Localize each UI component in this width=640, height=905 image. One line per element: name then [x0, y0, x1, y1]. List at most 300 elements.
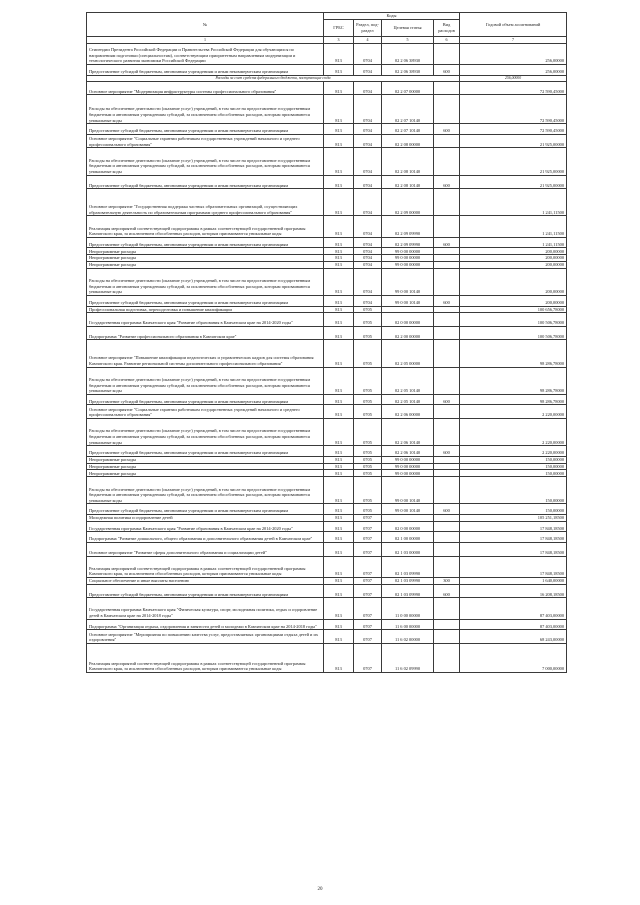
table-row [87, 619, 567, 630]
row-kind [434, 598, 460, 619]
table-row [87, 630, 567, 644]
row-amount: 2 220,00000 [460, 419, 567, 446]
row-kind: 600 [434, 237, 460, 248]
row-amount: 87 403,00000 [460, 619, 567, 630]
row-section: 0704 [354, 268, 382, 295]
row-grbs: 813 [324, 470, 354, 477]
row-section: 0707 [354, 532, 382, 543]
row-target: 99 0 00 00000 [382, 255, 434, 262]
row-kind [434, 189, 460, 216]
row-name: Стипендии Президента Российской Федерации и Правительства Российской Федерации для обучающихся по направлениям подготовки (специальностям), соответствующим приоритетным направлениям модернизации и технологического развития экономики Российской Федерации [87, 43, 324, 64]
row-grbs: 813 [324, 189, 354, 216]
page-number: 20 [317, 887, 323, 892]
row-name: Подпрограмма "Развитие профессионального образования в Камчатском крае" [87, 326, 324, 340]
row-section: 0707 [354, 514, 382, 521]
header-number: 5 [382, 36, 434, 43]
row-amount: 105 251,18500 [460, 514, 567, 521]
row-target: 99 0 00 10140 [382, 268, 434, 295]
row-section: 0704 [354, 216, 382, 237]
row-kind [434, 148, 460, 175]
row-section: 0707 [354, 584, 382, 598]
row-name: Реализация мероприятий соответствующей подпрограммы в рамках соответствующей государственной программы Камчатского края, за исключением обособленных расходов, которым присваиваются уникальные коды [87, 216, 324, 237]
table-row [87, 367, 567, 394]
row-amount: 21 925,00000 [460, 148, 567, 175]
row-kind [434, 268, 460, 295]
row-kind [434, 95, 460, 124]
table-row [87, 405, 567, 419]
row-grbs: 813 [324, 514, 354, 521]
row-kind [434, 630, 460, 644]
row-target: 02 1 03 09990 [382, 577, 434, 584]
row-grbs: 813 [324, 306, 354, 313]
row-amount: 7 000,00000 [460, 643, 567, 672]
row-amount: 17 848,18500 [460, 543, 567, 557]
row-kind: 600 [434, 584, 460, 598]
row-name: Непрограммные расходы [87, 463, 324, 470]
row-grbs: 813 [324, 268, 354, 295]
row-name: Непрограммные расходы [87, 456, 324, 463]
table-row [87, 456, 567, 463]
row-section: 0707 [354, 543, 382, 557]
row-kind: 600 [434, 175, 460, 189]
row-kind [434, 419, 460, 446]
row-section: 0704 [354, 148, 382, 175]
row-name: Расходы на обеспечение деятельности (оказание услуг) учреждений, в том числе на предоставление государственным бюджетным и автономным учреждениям субсидий, за исключением обособленных расходов, которым присваиваются уникальные коды [87, 268, 324, 295]
row-kind: 600 [434, 64, 460, 75]
table-row [87, 643, 567, 672]
row-name: Расходы на обеспечение деятельности (оказание услуг) учреждений, в том числе на предоставление государственным бюджетным и автономным учреждениям субсидий, за исключением обособленных расходов, которым присваиваются уникальные коды [87, 95, 324, 124]
row-section: 0705 [354, 367, 382, 394]
row-section: 0704 [354, 261, 382, 268]
row-target: 02 2 09 09990 [382, 237, 434, 248]
row-target: 02 2 06 38930 [382, 43, 434, 64]
row-target: 02 1 00 00000 [382, 532, 434, 543]
row-amount: 100 506,78000 [460, 326, 567, 340]
row-name: Непрограммные расходы [87, 261, 324, 268]
row-name: Предоставление субсидий бюджетным, автономным учреждениям и иным некоммерческим организациям [87, 446, 324, 457]
row-section: 0704 [354, 189, 382, 216]
row-amount: 68 243,00000 [460, 630, 567, 644]
header-number: 7 [460, 36, 567, 43]
row-amount: 98 286,78000 [460, 367, 567, 394]
row-amount: 17 848,18500 [460, 556, 567, 577]
row-grbs: 813 [324, 148, 354, 175]
row-name: Предоставление субсидий бюджетным, автономным учреждениям и иным некоммерческим организациям [87, 295, 324, 306]
row-section: 0704 [354, 43, 382, 64]
row-section: 0707 [354, 643, 382, 672]
table-row [87, 543, 567, 557]
row-name: Предоставление субсидий бюджетным, автономным учреждениям и иным некоммерческим организациям [87, 175, 324, 189]
table-row [87, 514, 567, 521]
row-grbs: 813 [324, 477, 354, 504]
table-row [87, 64, 567, 75]
row-target: 99 0 00 00000 [382, 261, 434, 268]
row-amount: 72 590,45000 [460, 124, 567, 135]
table-row [87, 556, 567, 577]
row-section: 0704 [354, 295, 382, 306]
table-row [87, 470, 567, 477]
row-grbs: 813 [324, 326, 354, 340]
row-name: Основное мероприятие "Повышение квалификации педагогических и управленческих кадров для системы образования Камчатского края. Развитие региональной системы дополнительного профессионального образования" [87, 340, 324, 367]
row-name: Расходы на обеспечение деятельности (оказание услуг) учреждений, в том числе на предоставление государственным бюджетным и автономным учреждениям субсидий, за исключением обособленных расходов, которым присваиваются уникальные коды [87, 367, 324, 394]
row-grbs: 813 [324, 394, 354, 405]
header-num-label: № [202, 21, 208, 27]
row-name: Непрограммные расходы [87, 255, 324, 262]
row-amount: 100 656,78000 [460, 306, 567, 313]
row-grbs: 813 [324, 81, 354, 95]
row-section: 0705 [354, 504, 382, 515]
row-kind: 600 [434, 446, 460, 457]
row-name: Социальное обеспечение и иные выплаты населению [87, 577, 324, 584]
row-amount: 17 848,18500 [460, 532, 567, 543]
row-amount: 150,00000 [460, 456, 567, 463]
row-kind [434, 514, 460, 521]
row-amount: 150,00000 [460, 470, 567, 477]
table-row [87, 261, 567, 268]
row-kind [434, 261, 460, 268]
row-target: 99 0 00 10140 [382, 477, 434, 504]
row-grbs: 813 [324, 643, 354, 672]
row-target: 11 6 02 09990 [382, 643, 434, 672]
table-row [87, 81, 567, 95]
row-target [382, 306, 434, 313]
row-section: 0707 [354, 521, 382, 532]
row-name: Расходы на обеспечение деятельности (оказание услуг) учреждений, в том числе на предоставление государственным бюджетным и автономным учреждениям субсидий, за исключением обособленных расходов, которым присваиваются уникальные коды [87, 477, 324, 504]
row-amount: 21 925,00000 [460, 175, 567, 189]
row-section: 0704 [354, 64, 382, 75]
row-target: 99 0 00 00000 [382, 248, 434, 255]
row-name: Непрограммные расходы [87, 248, 324, 255]
header-grbs: ГРБС [324, 19, 354, 36]
row-grbs: 813 [324, 43, 354, 64]
row-note: Расходы за счет средств федерального бюджета, поступающие сюда [87, 75, 460, 81]
row-target: 11 6 02 00000 [382, 630, 434, 644]
table-row [87, 295, 567, 306]
row-kind: 600 [434, 394, 460, 405]
table-row [87, 326, 567, 340]
row-amount: 2 220,00000 [460, 446, 567, 457]
row-target: 02 1 03 00000 [382, 543, 434, 557]
row-amount: 1 640,00000 [460, 577, 567, 584]
row-kind [434, 477, 460, 504]
row-kind [434, 81, 460, 95]
row-grbs: 813 [324, 216, 354, 237]
row-amount: 256,00000 [460, 64, 567, 75]
table-row [87, 148, 567, 175]
row-section: 0707 [354, 577, 382, 584]
row-name: Расходы на обеспечение деятельности (оказание услуг) учреждений, в том числе на предоставление государственным бюджетным и автономным учреждениям субсидий, за исключением обособленных расходов, которым присваиваются уникальные коды [87, 148, 324, 175]
row-name: Предоставление субсидий бюджетным, автономным учреждениям и иным некоммерческим организациям [87, 124, 324, 135]
row-section: 0705 [354, 394, 382, 405]
row-amount: 98 286,78000 [460, 340, 567, 367]
row-name: Основное мероприятие "Развитие сферы дополнительного образования и социализации детей" [87, 543, 324, 557]
table-row [87, 577, 567, 584]
row-grbs: 813 [324, 630, 354, 644]
row-section: 0707 [354, 619, 382, 630]
row-target: 99 0 00 00000 [382, 463, 434, 470]
row-section: 0707 [354, 630, 382, 644]
row-name: Основное мероприятие "Социальные гарантии работникам государственных учреждений начального и среднего профессионального образования" [87, 405, 324, 419]
row-name: Расходы на обеспечение деятельности (оказание услуг) учреждений, в том числе на предоставление государственным бюджетным и автономным учреждениям субсидий, за исключением обособленных расходов, которым присваиваются уникальные коды [87, 419, 324, 446]
row-name: Основное мероприятие "Социальные гарантии работникам государственных учреждений начального и среднего профессионального образования" [87, 134, 324, 148]
row-target: 99 0 00 00000 [382, 456, 434, 463]
row-kind [434, 470, 460, 477]
row-section: 0705 [354, 340, 382, 367]
table-row [87, 504, 567, 515]
row-kind [434, 521, 460, 532]
row-section: 0704 [354, 248, 382, 255]
row-kind [434, 643, 460, 672]
row-target: 02 1 03 09990 [382, 584, 434, 598]
row-section: 0704 [354, 237, 382, 248]
row-section: 0707 [354, 556, 382, 577]
header-target: Целевая статья [382, 19, 434, 36]
row-kind [434, 248, 460, 255]
row-grbs: 813 [324, 598, 354, 619]
row-target: 02 0 00 00000 [382, 313, 434, 327]
row-name: Реализация мероприятий соответствующей подпрограммы в рамках соответствующей государственной программы Камчатского края, за исключением обособленных расходов, которым присваиваются уникальные коды [87, 643, 324, 672]
row-amount: 72 590,45000 [460, 95, 567, 124]
row-kind [434, 255, 460, 262]
row-amount: 200,00000 [460, 268, 567, 295]
row-section: 0705 [354, 477, 382, 504]
row-kind [434, 405, 460, 419]
row-amount: 150,00000 [460, 477, 567, 504]
table-row [87, 43, 567, 64]
row-amount: 98 286,78000 [460, 394, 567, 405]
row-kind [434, 216, 460, 237]
row-target: 02 2 00 00000 [382, 326, 434, 340]
table-row [87, 175, 567, 189]
table-row [87, 124, 567, 135]
row-amount: 1 241,11500 [460, 189, 567, 216]
table-row [87, 477, 567, 504]
row-grbs: 813 [324, 367, 354, 394]
row-section: 0705 [354, 326, 382, 340]
row-kind: 300 [434, 577, 460, 584]
row-name: Основное мероприятие "Модернизация инфраструктуры системы профессионального образования" [87, 81, 324, 95]
row-grbs: 813 [324, 521, 354, 532]
row-name: Основное мероприятие "Государственная поддержка частных образовательных организаций, осуществляющих образовательную деятельность по образовательным программам среднего профессионального образования" [87, 189, 324, 216]
header-number: 3 [324, 36, 354, 43]
row-section: 0707 [354, 598, 382, 619]
row-target: 02 2 07 00000 [382, 81, 434, 95]
table-row [87, 598, 567, 619]
row-grbs: 813 [324, 237, 354, 248]
table-body [87, 43, 567, 672]
row-grbs: 813 [324, 419, 354, 446]
row-name: Предоставление субсидий бюджетным, автономным учреждениям и иным некоммерческим организациям [87, 584, 324, 598]
row-amount: 150,00000 [460, 504, 567, 515]
table-row [87, 189, 567, 216]
row-kind [434, 367, 460, 394]
row-kind [434, 340, 460, 367]
table-row [87, 340, 567, 367]
table-row [87, 394, 567, 405]
row-target: 02 2 08 10140 [382, 175, 434, 189]
row-name: Основное мероприятие "Мероприятия по повышению качества услуг, предоставляемых организациями отдыха детей и их оздоровления" [87, 630, 324, 644]
row-grbs: 813 [324, 295, 354, 306]
row-kind [434, 134, 460, 148]
row-amount: 17 848,18500 [460, 521, 567, 532]
header-number: 6 [434, 36, 460, 43]
row-grbs: 813 [324, 577, 354, 584]
row-name: Реализация мероприятий соответствующей подпрограммы в рамках соответствующей государственной программы Камчатского края, за исключением обособленных расходов, которым присваиваются уникальные коды [87, 556, 324, 577]
row-amount: 200,00000 [460, 255, 567, 262]
row-amount: 200,00000 [460, 295, 567, 306]
row-section: 0704 [354, 175, 382, 189]
table-row [87, 248, 567, 255]
row-kind [434, 619, 460, 630]
row-grbs: 813 [324, 95, 354, 124]
table-row [87, 446, 567, 457]
row-target: 02 2 06 10140 [382, 419, 434, 446]
row-amount: 87 403,00000 [460, 598, 567, 619]
row-amount: 1 241,11500 [460, 237, 567, 248]
table-row [87, 216, 567, 237]
row-amount: 256,00000 [460, 75, 567, 81]
header-number: 1 [87, 36, 324, 43]
row-grbs: 813 [324, 619, 354, 630]
row-grbs: 813 [324, 255, 354, 262]
row-grbs: 813 [324, 261, 354, 268]
row-grbs: 813 [324, 405, 354, 419]
budget-table [86, 12, 567, 673]
row-section: 0704 [354, 255, 382, 262]
header-number-row [87, 36, 567, 43]
row-amount: 150,00000 [460, 463, 567, 470]
row-grbs: 813 [324, 340, 354, 367]
row-kind [434, 456, 460, 463]
row-amount: 72 590,45000 [460, 81, 567, 95]
row-kind: 600 [434, 295, 460, 306]
header-codes: Коды [324, 13, 460, 20]
row-grbs: 813 [324, 248, 354, 255]
row-amount: 200,00000 [460, 261, 567, 268]
row-grbs: 813 [324, 543, 354, 557]
row-section: 0705 [354, 313, 382, 327]
row-name: Государственная программа Камчатского края "Развитие образования в Камчатском крае на 2014-2020 годы" [87, 313, 324, 327]
row-target: 02 2 08 00000 [382, 134, 434, 148]
header-number: 4 [354, 36, 382, 43]
table-row [87, 306, 567, 313]
row-target: 02 2 08 10140 [382, 148, 434, 175]
row-name: Молодежная политика и оздоровление детей [87, 514, 324, 521]
row-amount: 200,00000 [460, 248, 567, 255]
header-name [87, 13, 324, 37]
row-name: Предоставление субсидий бюджетным, автономным учреждениям и иным некоммерческим организациям [87, 504, 324, 515]
row-kind [434, 556, 460, 577]
header-kind: Вид расходов [434, 19, 460, 36]
row-target [382, 514, 434, 521]
row-name: Предоставление субсидий бюджетным, автономным учреждениям и иным некоммерческим организациям [87, 394, 324, 405]
row-target: 02 2 05 10140 [382, 394, 434, 405]
row-grbs: 813 [324, 463, 354, 470]
row-grbs: 813 [324, 556, 354, 577]
row-grbs: 813 [324, 584, 354, 598]
table-row [87, 313, 567, 327]
row-section: 0705 [354, 306, 382, 313]
budget-table-sheet [86, 12, 566, 673]
row-target: 02 1 03 09990 [382, 556, 434, 577]
row-grbs: 813 [324, 175, 354, 189]
row-name: Государственная программа Камчатского края "Физическая культура, спорт, молодежная политика, отдых и оздоровление детей в Камчатском крае на 2014-2018 годы" [87, 598, 324, 619]
row-amount: 21 925,00000 [460, 134, 567, 148]
table-row [87, 419, 567, 446]
row-target: 02 2 05 10140 [382, 367, 434, 394]
row-name: Подпрограмма "Развитие дошкольного, общего образования и дополнительного образования детей в Камчатском крае" [87, 532, 324, 543]
table-row [87, 134, 567, 148]
row-name: Непрограммные расходы [87, 470, 324, 477]
row-kind [434, 463, 460, 470]
row-section: 0705 [354, 405, 382, 419]
table-row [87, 521, 567, 532]
row-kind [434, 313, 460, 327]
row-amount: 256,00000 [460, 43, 567, 64]
row-target: 02 2 06 10140 [382, 446, 434, 457]
row-target: 02 2 07 10140 [382, 95, 434, 124]
row-kind [434, 306, 460, 313]
row-kind [434, 326, 460, 340]
row-grbs: 813 [324, 532, 354, 543]
table-row [87, 532, 567, 543]
row-section: 0704 [354, 134, 382, 148]
row-kind [434, 532, 460, 543]
row-grbs: 813 [324, 456, 354, 463]
row-amount: 2 220,00000 [460, 405, 567, 419]
row-name: Профессиональная подготовка, переподготовка и повышение квалификации [87, 306, 324, 313]
row-target: 02 2 09 00000 [382, 189, 434, 216]
row-target: 02 2 05 00000 [382, 340, 434, 367]
row-section: 0705 [354, 446, 382, 457]
row-amount: 1 241,11500 [460, 216, 567, 237]
row-kind: 600 [434, 504, 460, 515]
row-target: 11 6 00 00000 [382, 619, 434, 630]
row-target: 99 0 00 10140 [382, 295, 434, 306]
row-section: 0704 [354, 81, 382, 95]
row-grbs: 813 [324, 64, 354, 75]
header-amount: Годовой объем ассигнований [460, 13, 567, 37]
row-target: 02 2 07 10140 [382, 124, 434, 135]
table-row [87, 95, 567, 124]
row-target: 99 0 00 10140 [382, 504, 434, 515]
row-section: 0705 [354, 419, 382, 446]
row-grbs: 813 [324, 446, 354, 457]
row-section: 0704 [354, 124, 382, 135]
row-section: 0705 [354, 470, 382, 477]
row-target: 02 2 06 38930 [382, 64, 434, 75]
row-target: 02 2 09 09990 [382, 216, 434, 237]
row-kind [434, 43, 460, 64]
row-amount: 100 506,78000 [460, 313, 567, 327]
row-target: 02 2 06 00000 [382, 405, 434, 419]
row-name: Подпрограмма "Организация отдыха, оздоровления и занятости детей и молодежи в Камчатском крае на 2014-2018 годы" [87, 619, 324, 630]
row-kind: 600 [434, 124, 460, 135]
row-name: Государственная программа Камчатского края "Развитие образования в Камчатском крае на 2014-2020 годы" [87, 521, 324, 532]
row-grbs: 813 [324, 313, 354, 327]
table-row [87, 463, 567, 470]
row-grbs: 813 [324, 124, 354, 135]
row-name: Предоставление субсидий бюджетным, автономным учреждениям и иным некоммерческим организациям [87, 237, 324, 248]
row-section: 0704 [354, 95, 382, 124]
table-row [87, 584, 567, 598]
row-target: 02 0 00 00000 [382, 521, 434, 532]
row-target: 11 0 00 00000 [382, 598, 434, 619]
table-row [87, 237, 567, 248]
row-amount: 16 208,18500 [460, 584, 567, 598]
table-row [87, 255, 567, 262]
row-grbs: 813 [324, 134, 354, 148]
